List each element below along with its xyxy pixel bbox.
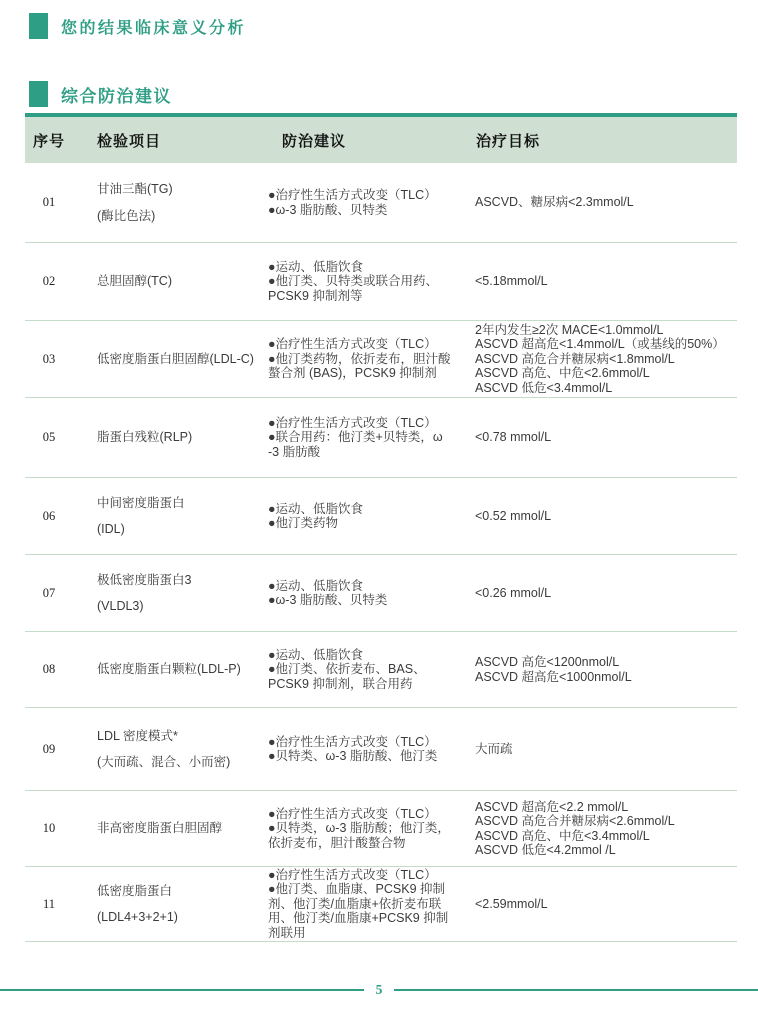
row-advice <box>268 260 470 304</box>
row-target <box>470 274 737 289</box>
table-row <box>25 867 737 942</box>
table-row <box>25 708 737 791</box>
row-item <box>73 662 268 677</box>
cell-line: ●他汀类、依折麦布、BAS、 <box>268 662 426 677</box>
row-no: 05 <box>42 430 56 444</box>
row-advice <box>268 337 470 381</box>
row-advice <box>268 579 470 608</box>
row-item <box>73 573 268 614</box>
row-item <box>73 496 268 537</box>
cell-line: ●贝特类，ω-3 脂肪酸；他汀类， <box>268 821 450 836</box>
row-item <box>73 274 268 289</box>
row-item <box>73 430 268 445</box>
row-advice <box>268 502 470 531</box>
section-title-recommendations: 综合防治建议 <box>61 86 172 106</box>
cell-line: 低密度脂蛋白胆固醇(LDL-C) <box>97 351 254 366</box>
row-advice <box>268 188 470 217</box>
cell-line: ●他汀类、贝特类或联合用药、 <box>268 274 439 289</box>
cell-line: ASCVD 高危合并糖尿病<1.8mmol/L <box>475 351 675 366</box>
cell-line: ASCVD 超高危<1.4mmol/L（或基线的50%） <box>475 337 725 352</box>
cell-line: 甘油三酯(TG) <box>97 182 173 196</box>
section-marker-icon <box>29 81 48 107</box>
row-target <box>470 897 737 912</box>
row-no: 09 <box>42 741 56 756</box>
page-number: 5 <box>375 982 383 997</box>
column-header-item: 检验项目 <box>97 132 162 150</box>
table-row <box>25 163 737 243</box>
cell-line: <0.78 mmol/L <box>475 430 552 445</box>
row-target <box>470 742 737 757</box>
section-header-recommendations <box>29 81 758 107</box>
cell-line: ●治疗性生活方式改变（TLC） <box>268 337 437 352</box>
cell-line: ●治疗性生活方式改变（TLC） <box>268 867 437 882</box>
table-row <box>25 555 737 632</box>
cell-line: ASCVD、糖尿病<2.3mmol/L <box>475 195 634 210</box>
row-item <box>73 821 268 836</box>
cell-line: ASCVD 高危合并糖尿病<2.6mmol/L <box>475 814 675 828</box>
row-no: 08 <box>42 662 56 676</box>
cell-line: ●运动、低脂饮食 <box>268 578 364 593</box>
cell-line: <0.52 mmol/L <box>475 508 552 523</box>
column-header-advice: 防治建议 <box>282 132 347 150</box>
table-row <box>25 398 737 478</box>
row-target <box>470 430 737 445</box>
row-advice <box>268 648 470 692</box>
cell-line: ●他汀类药物 <box>268 516 339 530</box>
footer-rule-left <box>0 989 364 992</box>
cell-line: (IDL) <box>97 522 125 536</box>
row-advice <box>268 416 470 460</box>
cell-line: ●治疗性生活方式改变（TLC） <box>268 188 437 202</box>
cell-line: 依折麦布，胆汁酸螯合物 <box>268 835 406 850</box>
cell-line: 中间密度脂蛋白 <box>97 495 185 510</box>
cell-line: (大而疏、混合、小而密) <box>97 755 231 769</box>
table-header-row <box>25 117 737 163</box>
row-no: 03 <box>42 351 56 366</box>
recommendations-table <box>25 113 737 942</box>
row-advice <box>268 868 470 941</box>
row-no: 11 <box>42 896 56 911</box>
column-header-no: 序号 <box>32 132 65 150</box>
cell-line: <5.18mmol/L <box>475 274 548 289</box>
cell-line: PCSK9 抑制剂，联合用药 <box>268 676 413 691</box>
cell-line: 大而疏 <box>475 741 513 756</box>
table-row <box>25 632 737 708</box>
row-item <box>73 884 268 925</box>
row-target <box>470 586 737 601</box>
section-header-analysis <box>29 0 758 39</box>
cell-line: PCSK9 抑制剂等 <box>268 288 363 303</box>
row-target <box>470 195 737 210</box>
row-no: 10 <box>42 821 56 835</box>
cell-line: ●运动、低脂饮食 <box>268 259 364 274</box>
cell-line: ASCVD 高危、中危<2.6mmol/L <box>475 366 650 381</box>
cell-line: -3 脂肪酸 <box>268 444 321 459</box>
cell-line: ASCVD 高危<1200nmol/L <box>475 655 620 669</box>
row-target <box>470 509 737 524</box>
cell-line: LDL 密度模式* <box>97 728 178 743</box>
cell-line: ●他汀类、血脂康、PCSK9 抑制 <box>268 882 446 897</box>
section-marker-icon <box>29 13 48 39</box>
table-row <box>25 243 737 321</box>
table-row <box>25 478 737 555</box>
cell-line: ASCVD 低危<3.4mmol/L <box>475 380 613 395</box>
cell-line: (LDL4+3+2+1) <box>97 910 178 924</box>
row-item <box>73 352 268 367</box>
cell-line: ●ω-3 脂肪酸、贝特类 <box>268 593 388 607</box>
cell-line: (酶比色法) <box>97 208 156 223</box>
footer-rule-right <box>394 989 758 992</box>
row-item <box>73 182 268 223</box>
cell-line: ASCVD 高危、中危<3.4mmol/L <box>475 828 650 843</box>
table-row <box>25 321 737 398</box>
cell-line: <2.59mmol/L <box>475 896 548 911</box>
row-target <box>470 655 737 684</box>
row-no: 02 <box>42 274 56 288</box>
cell-line: ●治疗性生活方式改变（TLC） <box>268 806 437 821</box>
cell-line: ASCVD 低危<4.2mmol /L <box>475 843 616 857</box>
cell-line: 2年内发生≥2次 MACE<1.0mmol/L <box>475 322 664 337</box>
row-no: 01 <box>42 195 56 209</box>
cell-line: 用、他汀类/血脂康+PCSK9 抑制 <box>268 911 449 926</box>
cell-line: ●治疗性生活方式改变（TLC） <box>268 734 437 749</box>
column-header-target: 治疗目标 <box>476 132 541 150</box>
cell-line: 剂、他汀类/血脂康+依折麦布联 <box>268 896 442 911</box>
row-no: 06 <box>42 508 56 523</box>
row-item <box>73 729 268 770</box>
cell-line: 非高密度脂蛋白胆固醇 <box>97 821 223 836</box>
page-footer <box>0 982 758 998</box>
row-target <box>470 323 737 396</box>
cell-line: 剂联用 <box>268 925 306 940</box>
cell-line: ●运动、低脂饮食 <box>268 647 364 662</box>
cell-line: 低密度脂蛋白颗粒(LDL-P) <box>97 662 241 677</box>
cell-line: 脂蛋白残粒(RLP) <box>97 430 193 445</box>
cell-line: 总胆固醇(TC) <box>97 274 172 289</box>
table-row <box>25 791 737 867</box>
section-title-analysis: 您的结果临床意义分析 <box>61 19 247 37</box>
cell-line: <0.26 mmol/L <box>475 585 552 600</box>
table-body <box>25 163 737 942</box>
cell-line: ●治疗性生活方式改变（TLC） <box>268 415 437 430</box>
cell-line: ASCVD 超高危<1000nmol/L <box>475 669 632 684</box>
cell-line: 低密度脂蛋白 <box>97 883 173 898</box>
row-no: 07 <box>42 585 56 600</box>
cell-line: ●他汀类药物，依折麦布，胆汁酸 <box>268 351 451 366</box>
row-target <box>470 800 737 858</box>
cell-line: ASCVD 超高危<2.2 mmol/L <box>475 799 629 814</box>
row-advice <box>268 735 470 764</box>
cell-line: ●ω-3 脂肪酸、贝特类 <box>268 202 388 217</box>
row-advice <box>268 807 470 851</box>
cell-line: 极低密度脂蛋白3 <box>97 572 192 587</box>
cell-line: ●联合用药：他汀类+贝特类，ω <box>268 430 443 445</box>
cell-line: (VLDL3) <box>97 599 144 613</box>
cell-line: ●运动、低脂饮食 <box>268 501 364 516</box>
cell-line: 螯合剂 (BAS)，PCSK9 抑制剂 <box>268 366 437 381</box>
cell-line: ●贝特类、ω-3 脂肪酸、他汀类 <box>268 749 438 763</box>
